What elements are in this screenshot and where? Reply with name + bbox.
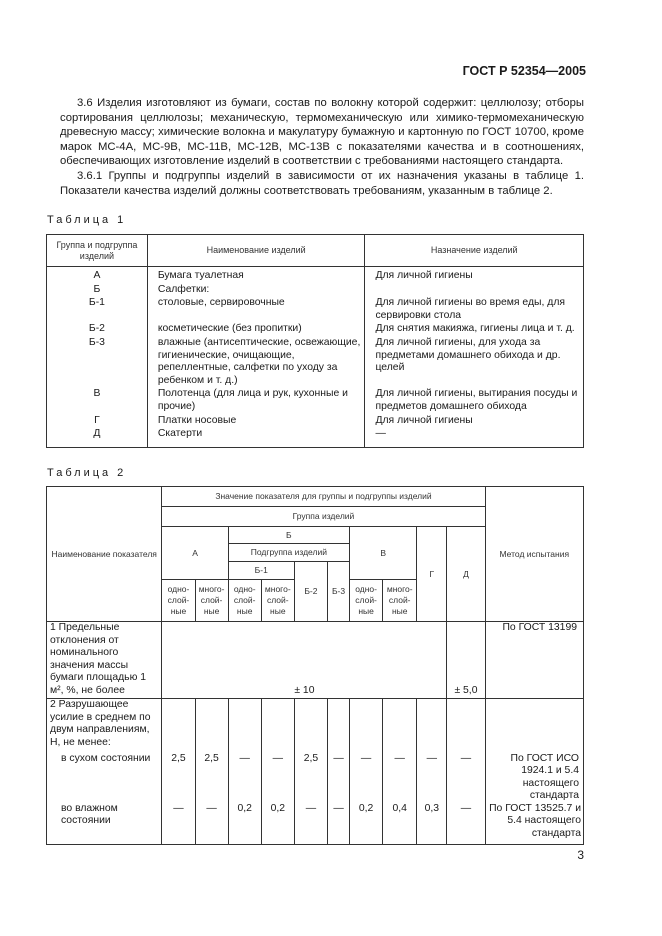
table2-method: По ГОСТ 13199	[485, 622, 583, 699]
table2-value: —	[294, 803, 327, 845]
table2-value: —	[327, 803, 349, 845]
table2-value: 0,3	[417, 803, 447, 845]
table2-multi-layer: много-слой-ные	[383, 580, 417, 622]
document-id: ГОСТ Р 52354—2005	[462, 64, 586, 78]
table2-value: —	[162, 803, 195, 845]
table1-cell-purpose: Для снятия макияжа, гигиены лица и т. д.	[365, 323, 584, 337]
table-row	[47, 337, 584, 388]
table2-value: —	[261, 753, 294, 803]
table2-subgroup: Подгруппа изделий	[228, 544, 349, 562]
table1-cell-name: Платки носовые	[147, 415, 365, 429]
table1-cell-purpose	[365, 284, 584, 298]
table2-value: —	[350, 753, 383, 803]
table1-cell-purpose: Для личной гигиены	[365, 415, 584, 429]
table2-one-layer: одно-слой-ные	[228, 580, 261, 622]
table2-value: —	[327, 753, 349, 803]
body-text	[60, 96, 584, 198]
table2-caption: Таблица 2	[47, 467, 127, 479]
table2-value: —	[195, 803, 228, 845]
table1-cell-group: А	[47, 267, 148, 284]
table2-value: 0,2	[228, 803, 261, 845]
table2-header-method: Метод испытания	[485, 487, 583, 622]
table1-cell-purpose: Для личной гигиены, вытирания посуды и предметов домашнего обихода	[365, 388, 584, 414]
table1-cell-purpose: Для личной гигиены, для ухода за предметами домашнего обихода и др. целей	[365, 337, 584, 388]
table2-header-value: Значение показателя для группы и подгруппы изделий	[162, 487, 485, 507]
table1-cell-group: Г	[47, 415, 148, 429]
table2-subgroup-b1: Б-1	[228, 562, 294, 580]
table1-cell-name: Полотенца (для лица и рук, кухонные и прочие)	[147, 388, 365, 414]
table-row	[47, 267, 584, 284]
table-row	[47, 428, 584, 447]
table2-group-v: В	[350, 527, 417, 580]
table-row	[47, 415, 584, 429]
table2-multi-layer: много-слой-ные	[195, 580, 228, 622]
table2-header-indicator: Наименование показателя	[47, 487, 162, 622]
table1-cell-purpose: Для личной гигиены	[365, 267, 584, 284]
table2-subgroup-b2: Б-2	[294, 562, 327, 622]
table1-caption: Таблица 1	[47, 214, 127, 226]
table2-one-layer: одно-слой-ные	[162, 580, 195, 622]
table-2	[46, 486, 584, 845]
table1-cell-group: Б-2	[47, 323, 148, 337]
table2-indicator-name: 1 Предельные отклонения от номинального значения массы бумаги площадью 1 м², %, не более	[47, 622, 162, 699]
table2-value: —	[447, 803, 485, 845]
table2-value: —	[228, 753, 261, 803]
table1-cell-name: влажные (антисептические, освежающие, гигиенические, очищающие, репеллентные, салфетки по уходу за ребенком и т. д.)	[147, 337, 365, 388]
table-row	[47, 803, 584, 845]
table-row	[47, 753, 584, 803]
table2-value: 2,5	[195, 753, 228, 803]
table1-header-name: Наименование изделий	[147, 235, 365, 267]
table2-value: 0,2	[261, 803, 294, 845]
table1-cell-group: Д	[47, 428, 148, 447]
table2-group-b: Б	[228, 527, 349, 544]
table2-value: 2,5	[294, 753, 327, 803]
table1-cell-group: Б	[47, 284, 148, 298]
table2-method: По ГОСТ ИСО 1924.1 и 5.4 настоящего стандарта	[485, 753, 583, 803]
table2-group-a: А	[162, 527, 228, 580]
table2-value: 0,2	[350, 803, 383, 845]
table1-cell-group: В	[47, 388, 148, 414]
table1-cell-purpose: Для личной гигиены во время еды, для сервировки стола	[365, 297, 584, 323]
table1-cell-name: Салфетки:	[147, 284, 365, 298]
table1-header-row	[47, 235, 584, 267]
table2-value: —	[447, 753, 485, 803]
table2-header-row	[47, 487, 584, 507]
table2-value: —	[383, 753, 417, 803]
table1-cell-name: Бумага туалетная	[147, 267, 365, 284]
table1-cell-name: косметические (без пропитки)	[147, 323, 365, 337]
table2-value: 2,5	[162, 753, 195, 803]
table2-group-g: Г	[417, 527, 447, 622]
table2-method: По ГОСТ 13525.7 и 5.4 настоящего стандарта	[485, 803, 583, 845]
table2-one-layer: одно-слой-ные	[350, 580, 383, 622]
table-row	[47, 388, 584, 414]
table1-header-group: Группа и подгруппа изделий	[47, 235, 148, 267]
page-number: 3	[577, 848, 584, 862]
table1-cell-group: Б-3	[47, 337, 148, 388]
paragraph-3-6: 3.6 Изделия изготовляют из бумаги, состав по волокну которой содержит: целлюлозу; отборы сортирования целлюлозы; механическую, термомеханическую или химико-термомеханическую древесную массу; химические волокна и макулатуру бумажную и картонную по ГОСТ 10700, кроме марок МС-4А, МС-9В, МС-11В, МС-12В, МС-13В с показателями качества и в соотношениях, обеспечивающих изготовление изделий в соответствии с требованиями настоящего стандарта.	[60, 97, 584, 168]
table2-group-d: Д	[447, 527, 485, 622]
table2-value-main: ± 10	[162, 622, 447, 699]
table2-indicator-name: во влажном состоянии	[47, 803, 162, 845]
table2-multi-layer: много-слой-ные	[261, 580, 294, 622]
table2-value-d: ± 5,0	[447, 622, 485, 699]
table-row	[47, 622, 584, 699]
table1-header-purpose: Назначение изделий	[365, 235, 584, 267]
table2-indicator-name: в сухом состоянии	[47, 753, 162, 803]
table-row	[47, 699, 584, 753]
table2-header-group: Группа изделий	[162, 507, 485, 527]
table2-subgroup-b3: Б-3	[327, 562, 349, 622]
table-row	[47, 323, 584, 337]
table1-cell-purpose: —	[365, 428, 584, 447]
table2-value: —	[417, 753, 447, 803]
table-row	[47, 297, 584, 323]
paragraph-3-6-1: 3.6.1 Группы и подгруппы изделий в зависимости от их назначения указаны в таблице 1. Показатели качества изделий должны соответствовать требованиям, указанным в таблице 2.	[60, 169, 584, 197]
table1-cell-group: Б-1	[47, 297, 148, 323]
table1-cell-name: Скатерти	[147, 428, 365, 447]
table2-value: 0,4	[383, 803, 417, 845]
table-row	[47, 284, 584, 298]
table-1	[46, 234, 584, 448]
table2-indicator-name: 2 Разрушающее усилие в среднем по двум направлениям, Н, не менее:	[47, 699, 162, 753]
table1-cell-name: столовые, сервировочные	[147, 297, 365, 323]
